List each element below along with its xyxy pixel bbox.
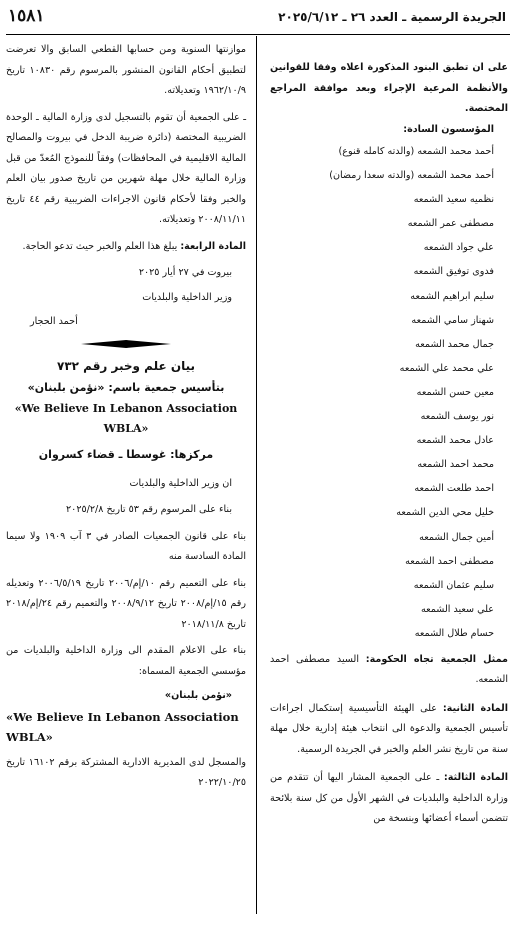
column-divider — [256, 36, 257, 914]
founders-title: المؤسسون السادة: — [403, 123, 494, 135]
notice-english-name: «We Believe In Lebanon Association WBLA» — [14, 401, 238, 435]
founder-item: سليم ابراهيم الشمعه — [410, 290, 494, 302]
notice-subtitle: بتأسيس جمعية باسم: «نؤمن بلبنان» — [27, 380, 225, 394]
article-2-text: على الهيئة التأسيسية إستكمال اجراءات تأسيس الجمعية والدعوة الى انتخاب هيئة إدارية خلال مهلة سنة من تاريخ نشر العلم والخبر في الجريدة الرسمية. — [270, 702, 508, 755]
separator-ornament — [81, 339, 171, 349]
place-date: بيروت في ٢٧ أيار ٢٠٢٥ — [138, 267, 232, 278]
article-4 — [6, 237, 246, 258]
page-number: ١٥٨١ — [8, 6, 45, 26]
founder-item: خليل محي الدين الشمعه — [396, 507, 494, 519]
gov-rep-paragraph — [270, 650, 508, 691]
minister-title: وزير الداخلية والبلديات — [142, 291, 232, 303]
founder-item: علي جواد الشمعه — [423, 242, 494, 254]
article-2 — [270, 699, 508, 761]
founder-item: مصطفى عمر الشمعه — [407, 218, 494, 230]
founder-item: سليم عثمان الشمعه — [413, 579, 494, 591]
registration-line: والمسجل لدى المديرية الادارية المشتركة برقم ١٦١٠٢ تاريخ ٢٠٢٢/١٠/٢٥ — [6, 756, 247, 788]
intro-paragraph: على ان تطبق البنود المذكورة اعلاه وفقا للقوانين والأنظمة المرعية الإجراء وبعد موافقة المراجع المختصة. — [270, 62, 508, 114]
minister-name: أحمد الحجار — [30, 316, 78, 327]
founder-item: فدوى توفيق الشمعه — [413, 266, 494, 278]
header-rule — [6, 34, 510, 35]
founder-item: حسام طلال الشمعه — [414, 627, 494, 639]
left-column — [6, 40, 246, 794]
founder-item: علي محمد علي الشمعه — [399, 362, 494, 374]
gov-rep-label: ممثل الجمعية تجاه الحكومة: — [365, 653, 508, 665]
founder-item: محمد احمد الشمعه — [417, 459, 494, 471]
association-arabic-name: «نؤمن بلبنان» — [164, 690, 232, 701]
article-3 — [270, 768, 508, 830]
founders-list — [270, 140, 508, 646]
section-separator — [6, 337, 246, 351]
notice-title: بيان علم وخبر رقم ٧٣٢ — [57, 358, 195, 373]
founder-item: علي سعيد الشمعه — [420, 603, 494, 615]
right-column — [270, 40, 508, 830]
founder-item: جمال محمد الشمعه — [415, 338, 494, 350]
law-line: بناء على قانون الجمعيات الصادر في ٣ آب ١٩٠٩ ولا سيما المادة السادسة منه — [6, 530, 246, 562]
circular-line: بناء على التعميم رقم ١٠/إم/٢٠٠٦ تاريخ ٢٠٠٦/٥/١٩ وتعديله رقم ١٥/إم/٢٠٠٨ تاريخ ٢٠٠٨/٩/١٢ والتعميم رقم ٢٤/إم/٢٠١٨ تاريخ ٢٠١٨/١١/٨ — [6, 577, 246, 630]
tax-registration-paragraph: ـ على الجمعية أن تقوم بالتسجيل لدى وزارة المالية ـ الوحدة الضريبية المختصة (دائرة ضريبة الدخل في بيروت والمصالح المالية الاقليمية في المحافظات) وفقاً للنموذج المُعدّ من قبل وزارة المالية خلال مهلة شهرين من تاريخ صدور بيان العلم والخبر وفقا لأحكام قانون الاجراءات الضريبية رقم ٤٤ تاريخ ٢٠٠٨/١١/١١ وتعديلاته. — [6, 111, 246, 225]
founder-item: أحمد محمد الشمعه (والدته كامله قنوع) — [338, 146, 494, 157]
article-3-text: ـ على الجمعية المشار اليها أن تتقدم من وزارة الداخلية والبلديات في الشهر الأول من كل سنة بلائحة تتضمن أسماء أعضائها وبنسخة من — [270, 772, 508, 825]
article-3-label: المادة الثالثة: — [443, 772, 508, 784]
founder-item: نور يوسف الشمعه — [420, 411, 494, 423]
founder-item: شهناز سامي الشمعه — [411, 314, 494, 326]
decree-line: بناء على المرسوم رقم ٥٣ تاريخ ٢٠٢٥/٢/٨ — [66, 504, 232, 515]
article-2-label: المادة الثانية: — [442, 702, 508, 714]
founder-item: عادل محمد الشمعه — [416, 435, 494, 447]
founder-item: أحمد محمد الشمعه (والدته سعدا رمضان) — [329, 170, 494, 182]
founder-item: معين حسن الشمعه — [416, 386, 494, 398]
founder-item: مصطفى احمد الشمعه — [405, 555, 494, 567]
budget-paragraph: موازنتها السنوية ومن حسابها القطعي السابق والا تعرضت لتطبيق أحكام القانون المنشور بالمرسوم رقم ١٠٨٣٠ تاريخ ١٩٦٢/١٠/٩ وتعديلاته. — [6, 44, 246, 96]
headquarters: مركزها: غوسطا ـ قضاء كسروان — [38, 447, 214, 461]
gazette-issue-line: الجريدة الرسمية ـ العدد ٢٦ ـ ٢٠٢٥/٦/١٢ — [278, 10, 506, 24]
page-header — [6, 6, 510, 28]
founder-item: نظميه سعيد الشمعه — [413, 194, 494, 206]
association-english-name: «We Believe In Lebanon Association WBLA» — [6, 709, 239, 744]
notice-line: بناء على الاعلام المقدم الى وزارة الداخلية والبلديات من مؤسسي الجمعية المسماة: — [6, 645, 246, 677]
article-4-text: يبلغ هذا العلم والخبر حيث تدعو الحاجة. — [22, 240, 178, 252]
founder-item: احمد طلعت الشمعه — [414, 483, 494, 495]
gov-rep-name: السيد مصطفى احمد الشمعه. — [270, 653, 508, 686]
minister-line: ان وزير الداخلية والبلديات — [129, 477, 232, 489]
article-4-label: المادة الرابعة: — [180, 240, 246, 252]
founder-item: أمين جمال الشمعه — [419, 531, 494, 543]
